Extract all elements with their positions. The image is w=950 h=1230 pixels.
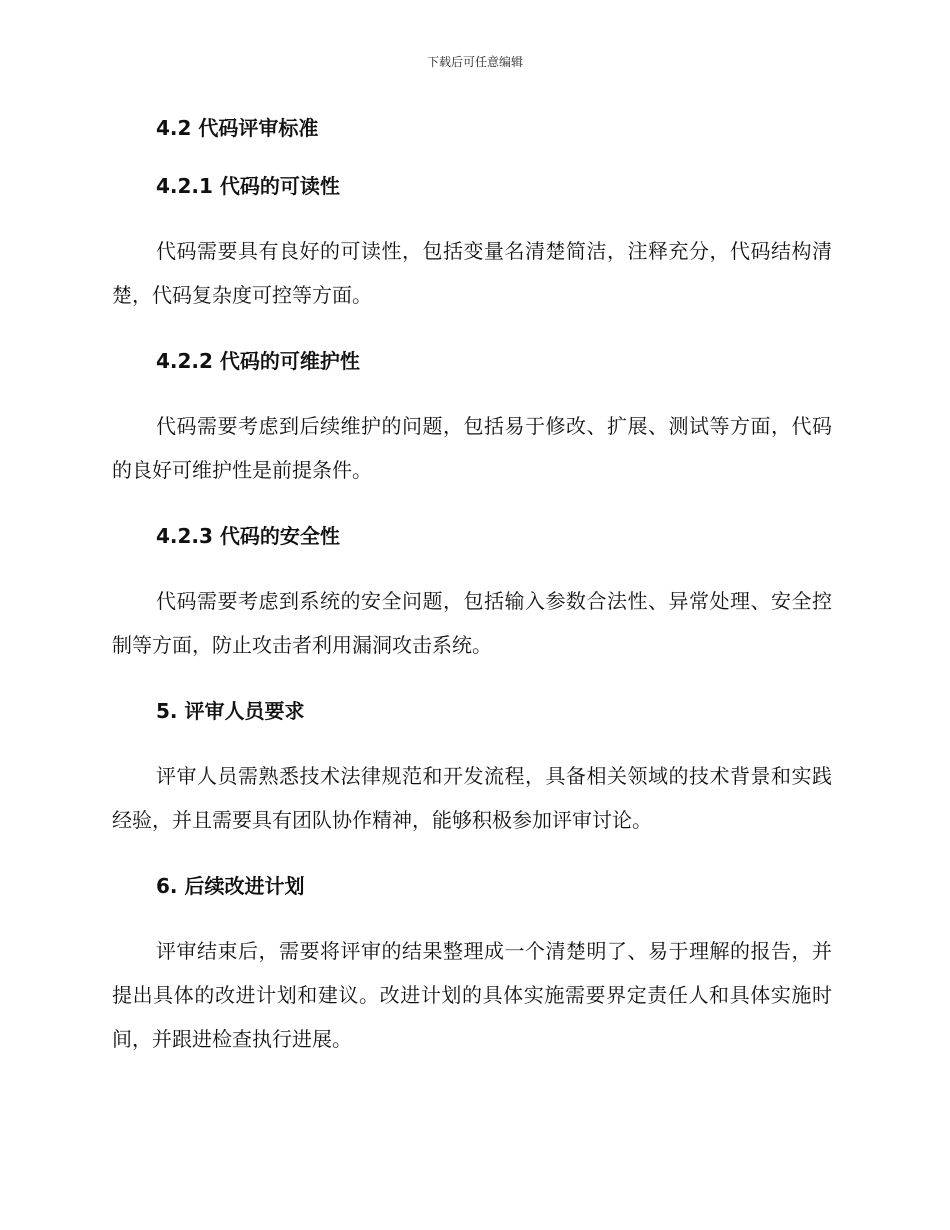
- section-heading-4-2: 4.2 代码评审标准: [156, 116, 319, 140]
- section-paragraph-4-2-1: 代码需要具有良好的可读性，包括变量名清楚简洁，注释充分，代码结构清楚，代码复杂度可控等方面。: [112, 239, 832, 307]
- section-heading-4-2-1: 4.2.1 代码的可读性: [156, 174, 340, 198]
- section-paragraph-5: 评审人员需熟悉技术法律规范和开发流程，具备相关领域的技术背景和实践经验，并且需要具有团队协作精神，能够积极参加评审讨论。: [112, 764, 832, 832]
- section-heading-6: 6. 后续改进计划: [156, 874, 305, 898]
- section-paragraph-6: 评审结束后，需要将评审的结果整理成一个清楚明了、易于理解的报告，并提出具体的改进计划和建议。改进计划的具体实施需要界定责任人和具体实施时间，并跟进检查执行进展。: [112, 939, 832, 1051]
- section-heading-4-2-2: 4.2.2 代码的可维护性: [156, 349, 360, 373]
- section-paragraph-4-2-3: 代码需要考虑到系统的安全问题，包括输入参数合法性、异常处理、安全控制等方面，防止攻击者利用漏洞攻击系统。: [112, 589, 832, 657]
- section-heading-5: 5. 评审人员要求: [156, 699, 305, 723]
- section-heading-4-2-3: 4.2.3 代码的安全性: [156, 524, 340, 548]
- document-body: [112, 113, 832, 1061]
- page-header: 下载后可任意编辑: [426, 55, 523, 69]
- section-paragraph-4-2-2: 代码需要考虑到后续维护的问题，包括易于修改、扩展、测试等方面，代码的良好可维护性是前提条件。: [112, 414, 832, 482]
